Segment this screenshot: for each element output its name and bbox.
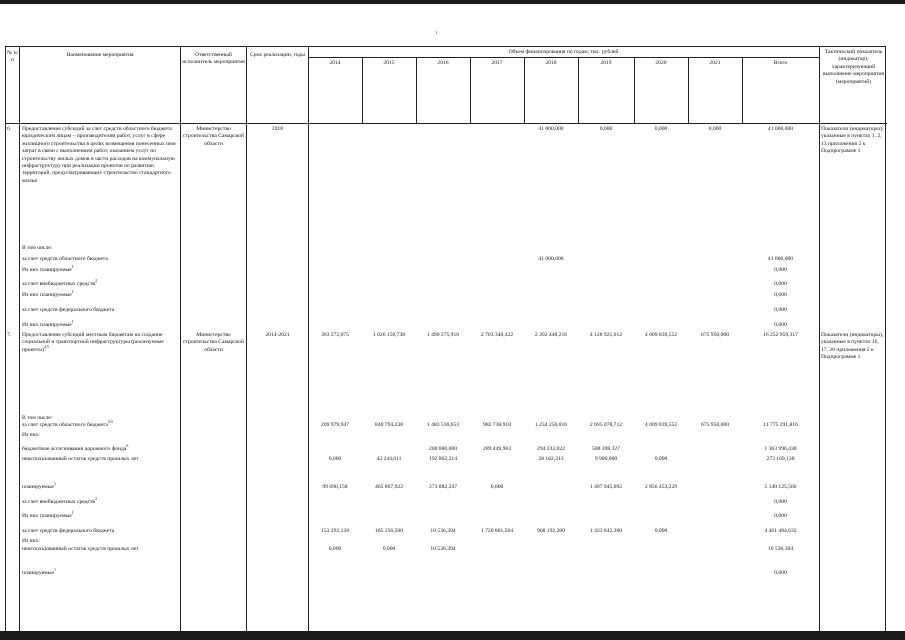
- funding-source-value: 588 398,327: [592, 446, 620, 452]
- funding-source-value: 185 356,500: [375, 528, 403, 534]
- funding-source-value: 0,000: [774, 499, 787, 505]
- funding-source-label-text: Из них планируемые: [22, 267, 72, 273]
- item-number-text: 7.: [7, 332, 12, 338]
- funding-source-value: 0,000: [774, 307, 787, 313]
- funding-source-label-text: В том числе:: [22, 415, 53, 421]
- item-indicator-text: Показатели (индикаторы), указанные в пунктах 16, 17, 20 приложения 2 к Подпрограмме 1: [821, 332, 884, 361]
- year-header: 2020: [655, 60, 667, 66]
- funding-source-value: 294 333,022: [537, 446, 565, 452]
- item-executor-text: Министерство строительства Самарской области: [183, 332, 244, 353]
- funding-source-value: 1 483 536,653: [426, 422, 460, 428]
- funding-source-label-text: планируемые: [22, 570, 54, 576]
- item-indicator-text: Показатели (индикаторы), указанные в пунктах 1, 2, 13 приложения 2 к Подпрограмме 1: [821, 126, 884, 155]
- funding-source-value: 0,000: [774, 322, 787, 328]
- funding-source-value: 968 192,200: [537, 528, 565, 534]
- funding-source-label: [22, 264, 172, 274]
- funding-source-label-text: за счет внебюджетных средств: [22, 281, 96, 287]
- item-total-value: 0,000: [599, 126, 613, 132]
- item-total-value: 675 950,000: [701, 332, 729, 338]
- funding-source-label: [22, 419, 172, 429]
- funding-source-value: 2 856 453,229: [644, 484, 678, 490]
- item-total-value: 0,000: [708, 126, 722, 132]
- funding-source-value: 0,000: [382, 546, 396, 552]
- funding-source-value: 0,000: [774, 570, 787, 576]
- funding-source-label-text: бюджетные ассигнования дорожного фонда: [22, 446, 127, 452]
- funding-source-value: 4 009 839,552: [644, 422, 678, 428]
- item-total-value: 0,000: [654, 126, 668, 132]
- funding-source-value: 10 536,394: [767, 546, 794, 552]
- funding-source-value: 0,000: [328, 546, 342, 552]
- scan-border-bottom: [0, 631, 905, 640]
- funding-source-label-text: за счет средств областного бюджета: [22, 256, 108, 262]
- year-header: Всего: [773, 60, 788, 66]
- funding-source-value: 0,000: [774, 281, 787, 287]
- funding-source-value: 1 433 842,300: [589, 528, 623, 534]
- footnote-ref: 1: [71, 319, 74, 325]
- funding-source-value: 192 862,214: [429, 456, 457, 462]
- funding-source-value: 2 695 078,712: [589, 422, 623, 428]
- funding-source-label: [22, 245, 172, 252]
- item-executor: [181, 126, 246, 148]
- funding-source-value: 1 720 801,504: [480, 528, 514, 534]
- item-total-value: 2 703 340,422: [480, 332, 514, 338]
- funding-source-value: 1 234 256,016: [534, 422, 568, 428]
- footnote-ref: 2: [95, 496, 98, 502]
- funding-source-value: 0,000: [654, 456, 668, 462]
- funding-source-value: 9 900,000: [594, 456, 618, 462]
- col-term-header: Срок реализации, годы: [250, 52, 305, 58]
- funding-source-value: 273 169,138: [766, 456, 795, 462]
- funding-source-label-text: планируемые: [22, 484, 54, 490]
- funding-source-value: 153 292,128: [321, 528, 349, 534]
- funding-header-rule: [308, 57, 819, 58]
- item-total-value: 41 000,000: [538, 126, 564, 132]
- funding-source-label: [22, 443, 172, 453]
- footnote-ref: 1: [71, 264, 74, 270]
- funding-source-value: 10 536,394: [430, 546, 456, 552]
- item-term: [247, 126, 308, 133]
- funding-source-label-text: неиспользованный остаток средств прошлых лет: [22, 546, 139, 552]
- footnote-ref: 4,5: [107, 419, 113, 425]
- item-total-value: 16 252 959,317: [763, 332, 798, 338]
- item-number-text: 6.: [7, 126, 12, 132]
- funding-source-value: 0,000: [328, 456, 342, 462]
- item-term-text: 2018: [271, 126, 284, 132]
- item-name: [22, 332, 179, 354]
- funding-source-value: 10 536,394: [430, 528, 456, 534]
- scan-border-top: [0, 0, 905, 4]
- footnote-ref: 1: [53, 567, 56, 573]
- page-mark: ': [436, 30, 438, 39]
- item-separator: [6, 329, 887, 330]
- funding-source-label: [22, 510, 172, 520]
- item-total-value: 1 026 150,738: [372, 332, 406, 338]
- funding-source-value: 0,000: [654, 528, 668, 534]
- item-total-value: 4 009 839,552: [644, 332, 678, 338]
- funding-source-label-text: Из них:: [22, 432, 40, 438]
- item-number: [7, 126, 19, 133]
- funding-source-label-text: за счет внебюджетных средств: [22, 499, 96, 505]
- year-header: 2016: [437, 60, 449, 66]
- item-name-text: Предоставление субсидий местным бюджетам на создание социальной и транспортной инфраструктуры (реализуемые проекты): [22, 332, 164, 353]
- funding-source-label: [22, 538, 172, 545]
- funding-source-value: 209 979,947: [321, 422, 349, 428]
- funding-source-value: 0,000: [774, 292, 787, 298]
- funding-source-value: 0,000: [774, 513, 787, 519]
- footnote-ref: 1: [53, 481, 56, 487]
- funding-source-value: 11 775 291,816: [763, 422, 798, 428]
- funding-source-value: 4 461 484,632: [764, 528, 797, 534]
- funding-source-value: 1 497 945,092: [589, 484, 623, 490]
- funding-source-label: [22, 432, 172, 439]
- footnote-ref: 2: [95, 278, 98, 284]
- col-indicator-header: Тактический показатель (индикатор), характеризующий выполнение мероприятия (мероприятий): [822, 49, 885, 85]
- funding-source-label: [22, 546, 172, 553]
- funding-source-value: 5 140 125,566: [764, 484, 797, 490]
- funding-source-value: 0,000: [774, 267, 787, 273]
- funding-source-value: 0,000: [490, 484, 504, 490]
- year-header: 2014: [329, 60, 341, 66]
- funding-source-value: 28 162,313: [538, 456, 564, 462]
- col-num-header: № п/п: [6, 50, 19, 64]
- funding-source-label-text: В том числе:: [22, 245, 53, 251]
- funding-source-label: [22, 496, 172, 506]
- year-header: 2018: [545, 60, 557, 66]
- item-name-text: Предоставление субсидий за счет средств областного бюджета юридическим лицам – производителям работ, услуг в сфере жилищного строительства в целях возмещения понесенных ими затрат в связи с выполнением работ, оказанием услуг по строительству жилых домов в части расходов на коммунальную инфраструктуру при реализации проектов по развитию территорий, предусматривающих строительство стандартного жилья: [22, 126, 176, 184]
- funding-source-value: 41 000,000: [767, 256, 794, 262]
- financing-table: [5, 46, 886, 632]
- item-total-value: 2 202 448,216: [534, 332, 568, 338]
- col-funding-header: Объем финансирования по годам, тыс. рублей: [508, 49, 619, 55]
- year-header: 2015: [383, 60, 395, 66]
- year-header: 2019: [600, 60, 612, 66]
- funding-source-value: 1 363 996,430: [764, 446, 797, 452]
- funding-source-label: [22, 307, 172, 314]
- item-indicator: [821, 332, 885, 362]
- funding-source-value: 289 449,963: [483, 446, 511, 452]
- funding-source-label-text: неиспользованный остаток средств прошлых лет: [22, 456, 139, 462]
- item-executor: [181, 332, 246, 354]
- funding-source-value: 200 000,000: [429, 446, 457, 452]
- year-header: 2021: [709, 60, 721, 66]
- year-header: 2017: [491, 60, 503, 66]
- funding-source-value: 675 950,000: [701, 422, 729, 428]
- funding-source-value: 465 867,922: [375, 484, 403, 490]
- funding-source-label: [22, 481, 172, 491]
- item-term-text: 2014-2021: [265, 332, 290, 338]
- funding-source-label-text: за счет средств федерального бюджета: [22, 528, 115, 534]
- col-name-header: Наименование мероприятия: [66, 52, 134, 58]
- funding-source-label-text: Из них планируемые: [22, 292, 72, 298]
- col-rule: [819, 47, 820, 631]
- item-indicator: [821, 126, 885, 156]
- funding-source-label-text: Из них планируемые: [22, 513, 72, 519]
- funding-source-label: [22, 528, 172, 535]
- item-total-value: 41 000,000: [767, 126, 794, 132]
- funding-source-label: [22, 567, 172, 577]
- funding-source-value: 42 244,611: [376, 456, 402, 462]
- funding-source-label: [22, 256, 172, 263]
- col-rule: [19, 47, 20, 631]
- funding-source-value: 273 882,247: [429, 484, 457, 490]
- funding-source-value: 982 738,918: [483, 422, 511, 428]
- item-total-value: 1 490 275,916: [426, 332, 460, 338]
- funding-source-label: [22, 289, 172, 299]
- item-executor-text: Министерство строительства Самарской области: [183, 126, 244, 147]
- col-executor-header: Ответственный исполнитель мероприятия: [182, 52, 245, 66]
- footnote-ref: 1: [71, 289, 74, 295]
- item-total-value: 4 128 921,012: [589, 332, 623, 338]
- footnote-ref: 6: [126, 443, 129, 449]
- footnote-ref: 1: [71, 510, 74, 516]
- funding-source-label: [22, 456, 172, 463]
- header-bottom-rule: [6, 123, 887, 124]
- funding-source-value: 99 690,158: [322, 484, 348, 490]
- funding-source-label-text: за счет средств областного бюджета: [22, 422, 108, 428]
- funding-source-value: 840 794,238: [375, 422, 403, 428]
- funding-source-label-text: Из них планируемые: [22, 322, 72, 328]
- funding-source-value: 41 000,000: [538, 256, 564, 262]
- item-name: [22, 126, 179, 185]
- item-total-value: 363 272,075: [321, 332, 349, 338]
- item-term: [247, 332, 308, 339]
- item-number: [7, 332, 19, 339]
- funding-source-label: [22, 278, 172, 288]
- footnote-ref: 4,5: [43, 343, 49, 349]
- funding-source-label-text: за счет средств федерального бюджета: [22, 307, 115, 313]
- funding-source-label-text: Из них:: [22, 538, 40, 544]
